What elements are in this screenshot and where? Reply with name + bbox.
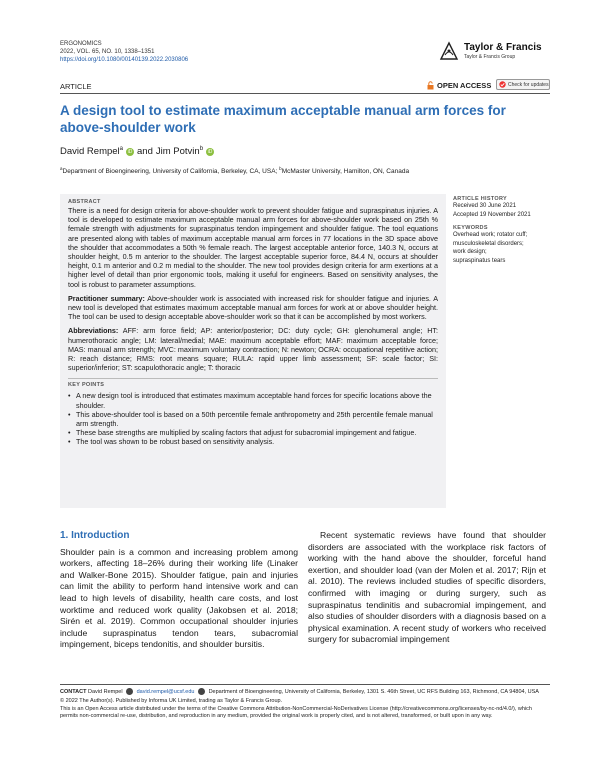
keywords [453, 225, 553, 265]
key-point: • The tool was shown to be robust based on sensitivity analysis. [68, 437, 438, 446]
keyword-line: supraspinatus tears [453, 257, 506, 264]
copyright: © 2022 The Author(s). Published by Informa UK Limited, trading as Taylor & Francis Group. [60, 698, 283, 705]
practitioner-label: Practitioner summary: [68, 293, 145, 303]
author-separator: and [137, 146, 153, 158]
orcid-icon[interactable]: iD [207, 148, 213, 155]
journal-name: ERGONOMICS [60, 41, 102, 47]
abstract-box [60, 194, 446, 508]
contact-name: David Rempel [88, 688, 123, 695]
author-list [60, 146, 214, 157]
keyword-line: musculoskeletal disorders; [453, 240, 524, 247]
affiliations [60, 166, 550, 175]
affil-a-sup: a [60, 166, 63, 171]
article-bar [60, 80, 550, 94]
open-lock-icon [427, 81, 434, 90]
orcid-icon[interactable]: iD [127, 148, 133, 155]
author-2[interactable]: Jim Potvin$^b$ [155, 146, 204, 158]
key-points-label: KEY POINTS [68, 378, 438, 388]
intro-paragraph-right: Recent systematic reviews have found that shoulder disorders are associated with the workplace risk factors of working with the hand above the shoulder, forceful hand exertion, and shoulder load (van der Molen et al. 2017; Rijn et al. 2010). The reviews included studies of specific disorders, confirmed with imaging or during surgery, such as supraspinatus tendinitis and subacromial impingement, and also studies of shoulder disorders with a diagnosis based on a physical examination. A recent study of workers who received surgery for subacromial impingement [308, 530, 546, 645]
license-text: This is an Open Access article distributed under the terms of the Creative Commons Attribution-NonCommercial-NoDerivatives License (http://creativecommons.org/licenses/by-nc-nd/4.0/), which permits non-commercial re-use, distribution, and reproduction in any medium, provided the original work is properly cited, and is not altered, transformed, or built upon in any way. [60, 705, 532, 720]
affil-b-sup: b [279, 166, 282, 171]
journal-meta [60, 40, 188, 64]
abbreviations-text: AFF: arm force field; AP: anterior/posterior; DC: duty cycle; GH: glenohumeral angle; HT: humerothoracic angle; LM: lateral/medial; MAE: maximum acceptable effort; MAF: maximum acceptable force; MAS: manual arm strength; MVC: maximum voluntary contraction; N: newton; OCRA: occupational repetitive action; R: reach distance; RMS: root means square; RULA: rapid upper limb assessment; SF: scale factor; SI: superior/inferior; ST: scapulothoracic angle; T: thoracic [68, 326, 438, 373]
check-updates-label: Check for updates [508, 81, 549, 88]
open-access-label: OPEN ACCESS [437, 81, 492, 90]
open-access-badge [427, 81, 491, 90]
practitioner-summary [68, 294, 438, 322]
publisher-group: Taylor & Francis Group [464, 54, 516, 60]
affil-a: Department of Bioengineering, University of California, Berkeley, CA, USA; [62, 168, 278, 176]
article-type: ARTICLE [60, 82, 92, 91]
body-column-left [60, 530, 298, 651]
intro-paragraph-left: Shoulder pain is a common and increasing problem among workers, affecting 18–26% during their working life (Linaker and Walker-Bone 2015). Shoulder fatigue, pain and injuries can limit the ability to perform hand intensive work and can lead to high levels of disability, health care costs, and lost worktime and reduced work quality (Jakobsen et al. 2018; Sirén et al. 2019). Common occupational shoulder injuries include supraspinatus tendon tears, subacromial impingement, biceps tendonitis, and shoulder bursitis. [60, 546, 298, 650]
address-icon [198, 688, 205, 695]
article-history [453, 196, 553, 219]
publisher-logo[interactable] [438, 40, 548, 62]
contact-label: CONTACT [60, 688, 87, 695]
key-points-list [68, 391, 438, 446]
journal-volume: 2022, VOL. 65, NO. 10, 1338–1351 [60, 49, 155, 55]
practitioner-text: Above-shoulder work is associated with increased risk for shoulder fatigue and injuries. A new tool is developed that estimates maximum acceptable manual arm forces for work at or above shoulder height. The tool can be used to design acceptable above-shoulder work so that it can be accomplished by most workers. [68, 293, 438, 322]
body-column-right [308, 530, 546, 646]
keywords-label: KEYWORDS [453, 225, 488, 231]
contact-address: Department of Bioengineering, University of California, Berkeley, 1301 S. 46th Street, UC RFS Building 163, Richmond, CA 94804, USA [208, 688, 539, 695]
author-1[interactable]: David Rempel$^a$ [60, 146, 124, 158]
key-point: • This above-shoulder tool is based on a 50th percentile female anthropometry and 25th percentile female manual arm strength. [68, 410, 438, 428]
abbreviations [68, 326, 438, 372]
keyword-line: work design; [453, 249, 487, 255]
key-point: • A new design tool is introduced that estimates maximum acceptable hand forces for specific locations above the shoulder. [68, 391, 438, 409]
doi-link[interactable]: https://doi.org/10.1080/00140139.2022.2030806 [60, 57, 189, 63]
article-sidebar [453, 196, 553, 271]
received-date: Received 30 June 2021 [453, 203, 517, 209]
check-updates-button[interactable] [496, 79, 550, 90]
section-heading-introduction: 1. Introduction [60, 530, 130, 541]
abbreviations-label: Abbreviations: [68, 326, 119, 336]
contact-email[interactable]: david.rempel@ucsf.edu [136, 688, 195, 695]
page-footer [60, 684, 550, 721]
author-1-sup: a [119, 146, 124, 152]
abstract-label: ABSTRACT [68, 199, 101, 205]
author-2-sup: b [199, 146, 204, 152]
crossmark-icon [499, 81, 506, 88]
article-title: A design tool to estimate maximum acceptable manual arm forces for above-shoulder work [60, 103, 506, 135]
contact-line [60, 688, 550, 696]
history-label: ARTICLE HISTORY [453, 196, 508, 202]
email-icon [126, 688, 133, 695]
accepted-date: Accepted 19 November 2021 [453, 211, 531, 218]
publisher-name: Taylor & Francis [464, 42, 542, 53]
affil-b: McMaster University, Hamilton, ON, Canada [281, 168, 410, 176]
taylor-francis-logo-icon [438, 40, 460, 62]
abstract-text: There is a need for design criteria for above-shoulder work to prevent shoulder fatigue and supraspinatus injuries. A tool is developed to estimate maximum acceptable manual arm forces for above-shoulder work based on 25th % female strength with adjustments for supraspinatus tendon impingement and shoulder fatigue. The tool equations are presented along with tables of maximum acceptable manual arm forces in 77 locations in the 3D space above the shoulder that accommodates a 50th % female reach. The largest acceptable anterior force, 140.3 N, occurs at shoulder height, 0.5 m anterior to the shoulder. The largest acceptable superior force, 84.4 N, occurs at shoulder height, 0.1 m anterior and 0.2 m medial to the shoulder. The new tool provides design criteria for arm exertions at a higher level of detail than prior ergonomic tools, making it useful for engineers. Based on sensitivity analyses, the tool is robust to parameter assumptions. [68, 206, 438, 289]
key-point: • These base strengths are multiplied by scaling factors that adjust for subacromial impingement and fatigue. [68, 428, 438, 437]
keyword-line: Overhead work; rotator cuff; [453, 232, 528, 238]
